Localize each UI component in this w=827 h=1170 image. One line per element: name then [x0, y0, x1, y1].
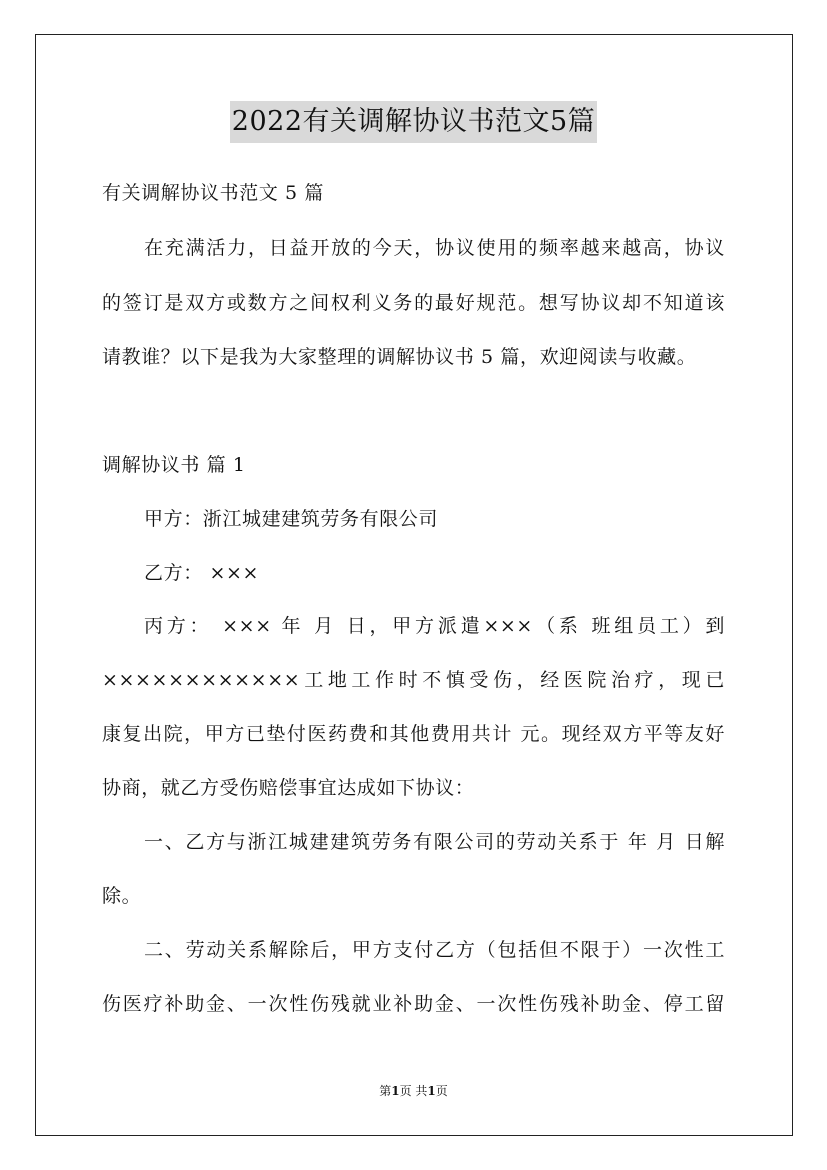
document-title: 2022有关调解协议书范文5篇 [230, 101, 597, 143]
footer-suffix: 页 [435, 1084, 448, 1098]
title-container [0, 101, 827, 143]
intro-paragraph-line: 在充满活力，日益开放的今天，协议使用的频率越来越高，协议 [144, 237, 725, 259]
body-paragraph-line: 康复出院，甲方已垫付医药费和其他费用共计 元。现经双方平等友好 [102, 723, 725, 745]
body-paragraph-line: 协商，就乙方受伤赔偿事宜达成如下协议： [102, 777, 475, 799]
section-heading: 调解协议书 篇 1 [102, 454, 246, 476]
footer-mid: 页 共 [399, 1084, 428, 1098]
page-total: 1 [427, 1084, 436, 1098]
page-footer [0, 1083, 827, 1099]
clause-one-line: 除。 [102, 885, 142, 907]
intro-paragraph-line: 请教谁？以下是我为大家整理的调解协议书 5 篇，欢迎阅读与收藏。 [102, 346, 697, 368]
body-paragraph-line: ××××××××××××工地工作时不慎受伤，经医院治疗，现已 [102, 669, 725, 691]
clause-two-line: 二、劳动关系解除后，甲方支付乙方（包括但不限于）一次性工 [144, 939, 725, 961]
party-a-line: 甲方：浙江城建建筑劳务有限公司 [144, 508, 439, 530]
party-b-line: 乙方： ××× [144, 562, 259, 584]
subtitle-line: 有关调解协议书范文 5 篇 [102, 182, 324, 204]
page-number: 1 [391, 1084, 400, 1098]
body-paragraph-line: 丙方： ××× 年 月 日，甲方派遣×××（系 班组员工）到 [144, 615, 725, 637]
clause-one-line: 一、乙方与浙江城建建筑劳务有限公司的劳动关系于 年 月 日解 [144, 831, 725, 853]
footer-prefix: 第 [379, 1084, 392, 1098]
clause-two-line: 伤医疗补助金、一次性伤残就业补助金、一次性伤残补助金、停工留 [102, 993, 725, 1015]
intro-paragraph-line: 的签订是双方或数方之间权利义务的最好规范。想写协议却不知道该 [102, 292, 725, 314]
